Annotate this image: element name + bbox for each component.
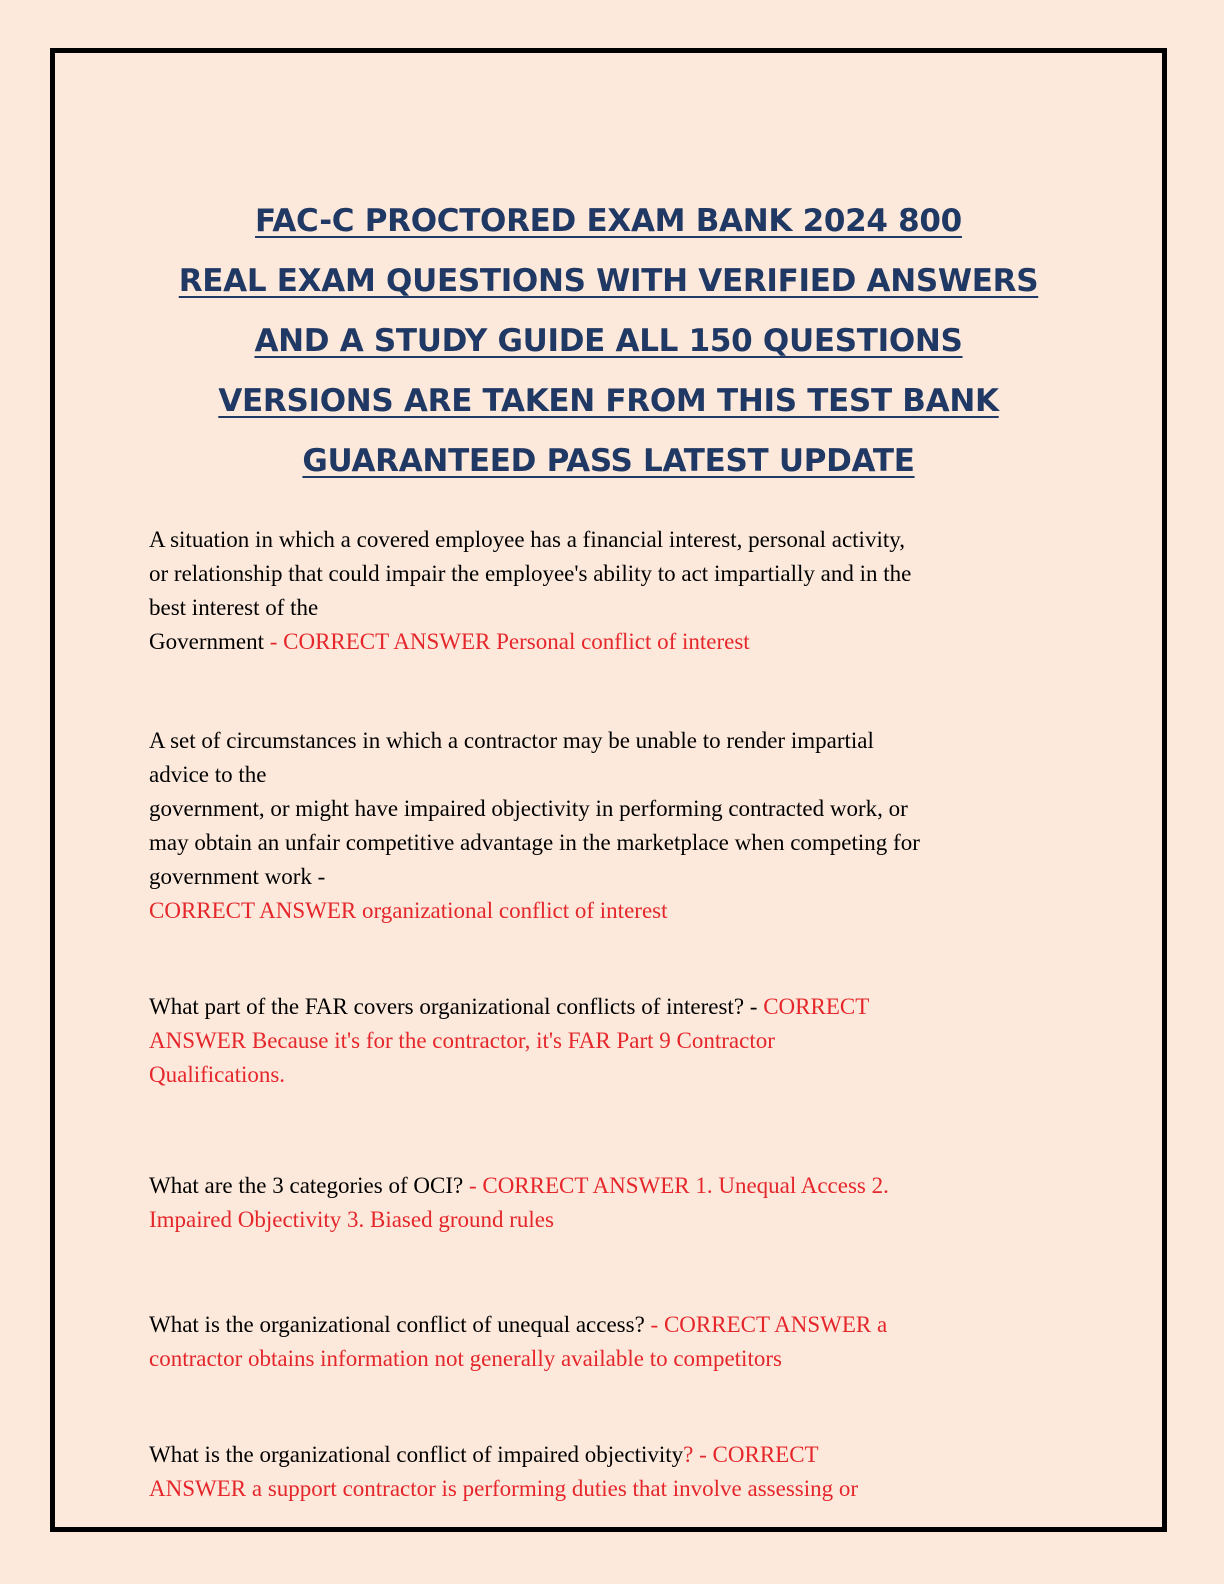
question-line: A set of circumstances in which a contractor may be unable to render impartial bbox=[149, 728, 874, 753]
answer-line: ANSWER a support contractor is performing duties that involve assessing or bbox=[149, 1476, 859, 1501]
title-line: GUARANTEED PASS LATEST UPDATE bbox=[302, 443, 915, 479]
qa-item bbox=[149, 523, 1099, 659]
answer-text: CORRECT bbox=[763, 994, 870, 1019]
question-line: What is the organizational conflict of unequal access? - CORRECT ANSWER a bbox=[149, 1312, 888, 1337]
question-line: What part of the FAR covers organizational conflicts of interest? - CORRECT bbox=[149, 994, 870, 1019]
answer-line: Qualifications. bbox=[149, 1062, 286, 1087]
question-line: government, or might have impaired objectivity in performing contracted work, or bbox=[149, 796, 908, 821]
question-line: A situation in which a covered employee has a financial interest, personal activity, bbox=[149, 527, 905, 552]
question-line: What are the 3 categories of OCI? - CORRECT ANSWER 1. Unequal Access 2. bbox=[149, 1173, 889, 1198]
answer-text: - CORRECT ANSWER a bbox=[644, 1312, 888, 1337]
title-line: REAL EXAM QUESTIONS WITH VERIFIED ANSWERS bbox=[178, 263, 1039, 299]
answer-line: Impaired Objectivity 3. Biased ground rules bbox=[149, 1207, 554, 1232]
question-line: Government - CORRECT ANSWER Personal conflict of interest bbox=[149, 629, 750, 654]
question-line: or relationship that could impair the employee's ability to act impartially and in the bbox=[149, 561, 912, 586]
question-line: may obtain an unfair competitive advantage in the marketplace when competing for bbox=[149, 830, 920, 855]
answer-text: ? - CORRECT bbox=[683, 1442, 819, 1467]
qa-item bbox=[149, 1308, 1099, 1376]
qa-item bbox=[149, 1438, 1099, 1506]
answer-text: - CORRECT ANSWER Personal conflict of interest bbox=[263, 629, 750, 654]
qa-item bbox=[149, 990, 1099, 1092]
answer-text: - CORRECT ANSWER 1. Unequal Access 2. bbox=[463, 1173, 889, 1198]
question-line: advice to the bbox=[149, 762, 267, 787]
question-line: What is the organizational conflict of impaired objectivity? - CORRECT bbox=[149, 1442, 819, 1467]
title-line: VERSIONS ARE TAKEN FROM THIS TEST BANK bbox=[218, 383, 999, 419]
qa-item bbox=[149, 1169, 1099, 1237]
title-line: AND A STUDY GUIDE ALL 150 QUESTIONS bbox=[254, 323, 963, 359]
question-line: best interest of the bbox=[149, 595, 319, 620]
answer-line: ANSWER Because it's for the contractor, it's FAR Part 9 Contractor bbox=[149, 1028, 775, 1053]
answer-line: CORRECT ANSWER organizational conflict of interest bbox=[149, 898, 668, 923]
qa-item bbox=[149, 724, 1099, 928]
document-title bbox=[55, 191, 1162, 491]
question-line: government work - bbox=[149, 864, 326, 889]
answer-line: contractor obtains information not generally available to competitors bbox=[149, 1346, 782, 1371]
page-frame bbox=[50, 48, 1167, 1532]
title-line: FAC-C PROCTORED EXAM BANK 2024 800 bbox=[255, 203, 962, 239]
